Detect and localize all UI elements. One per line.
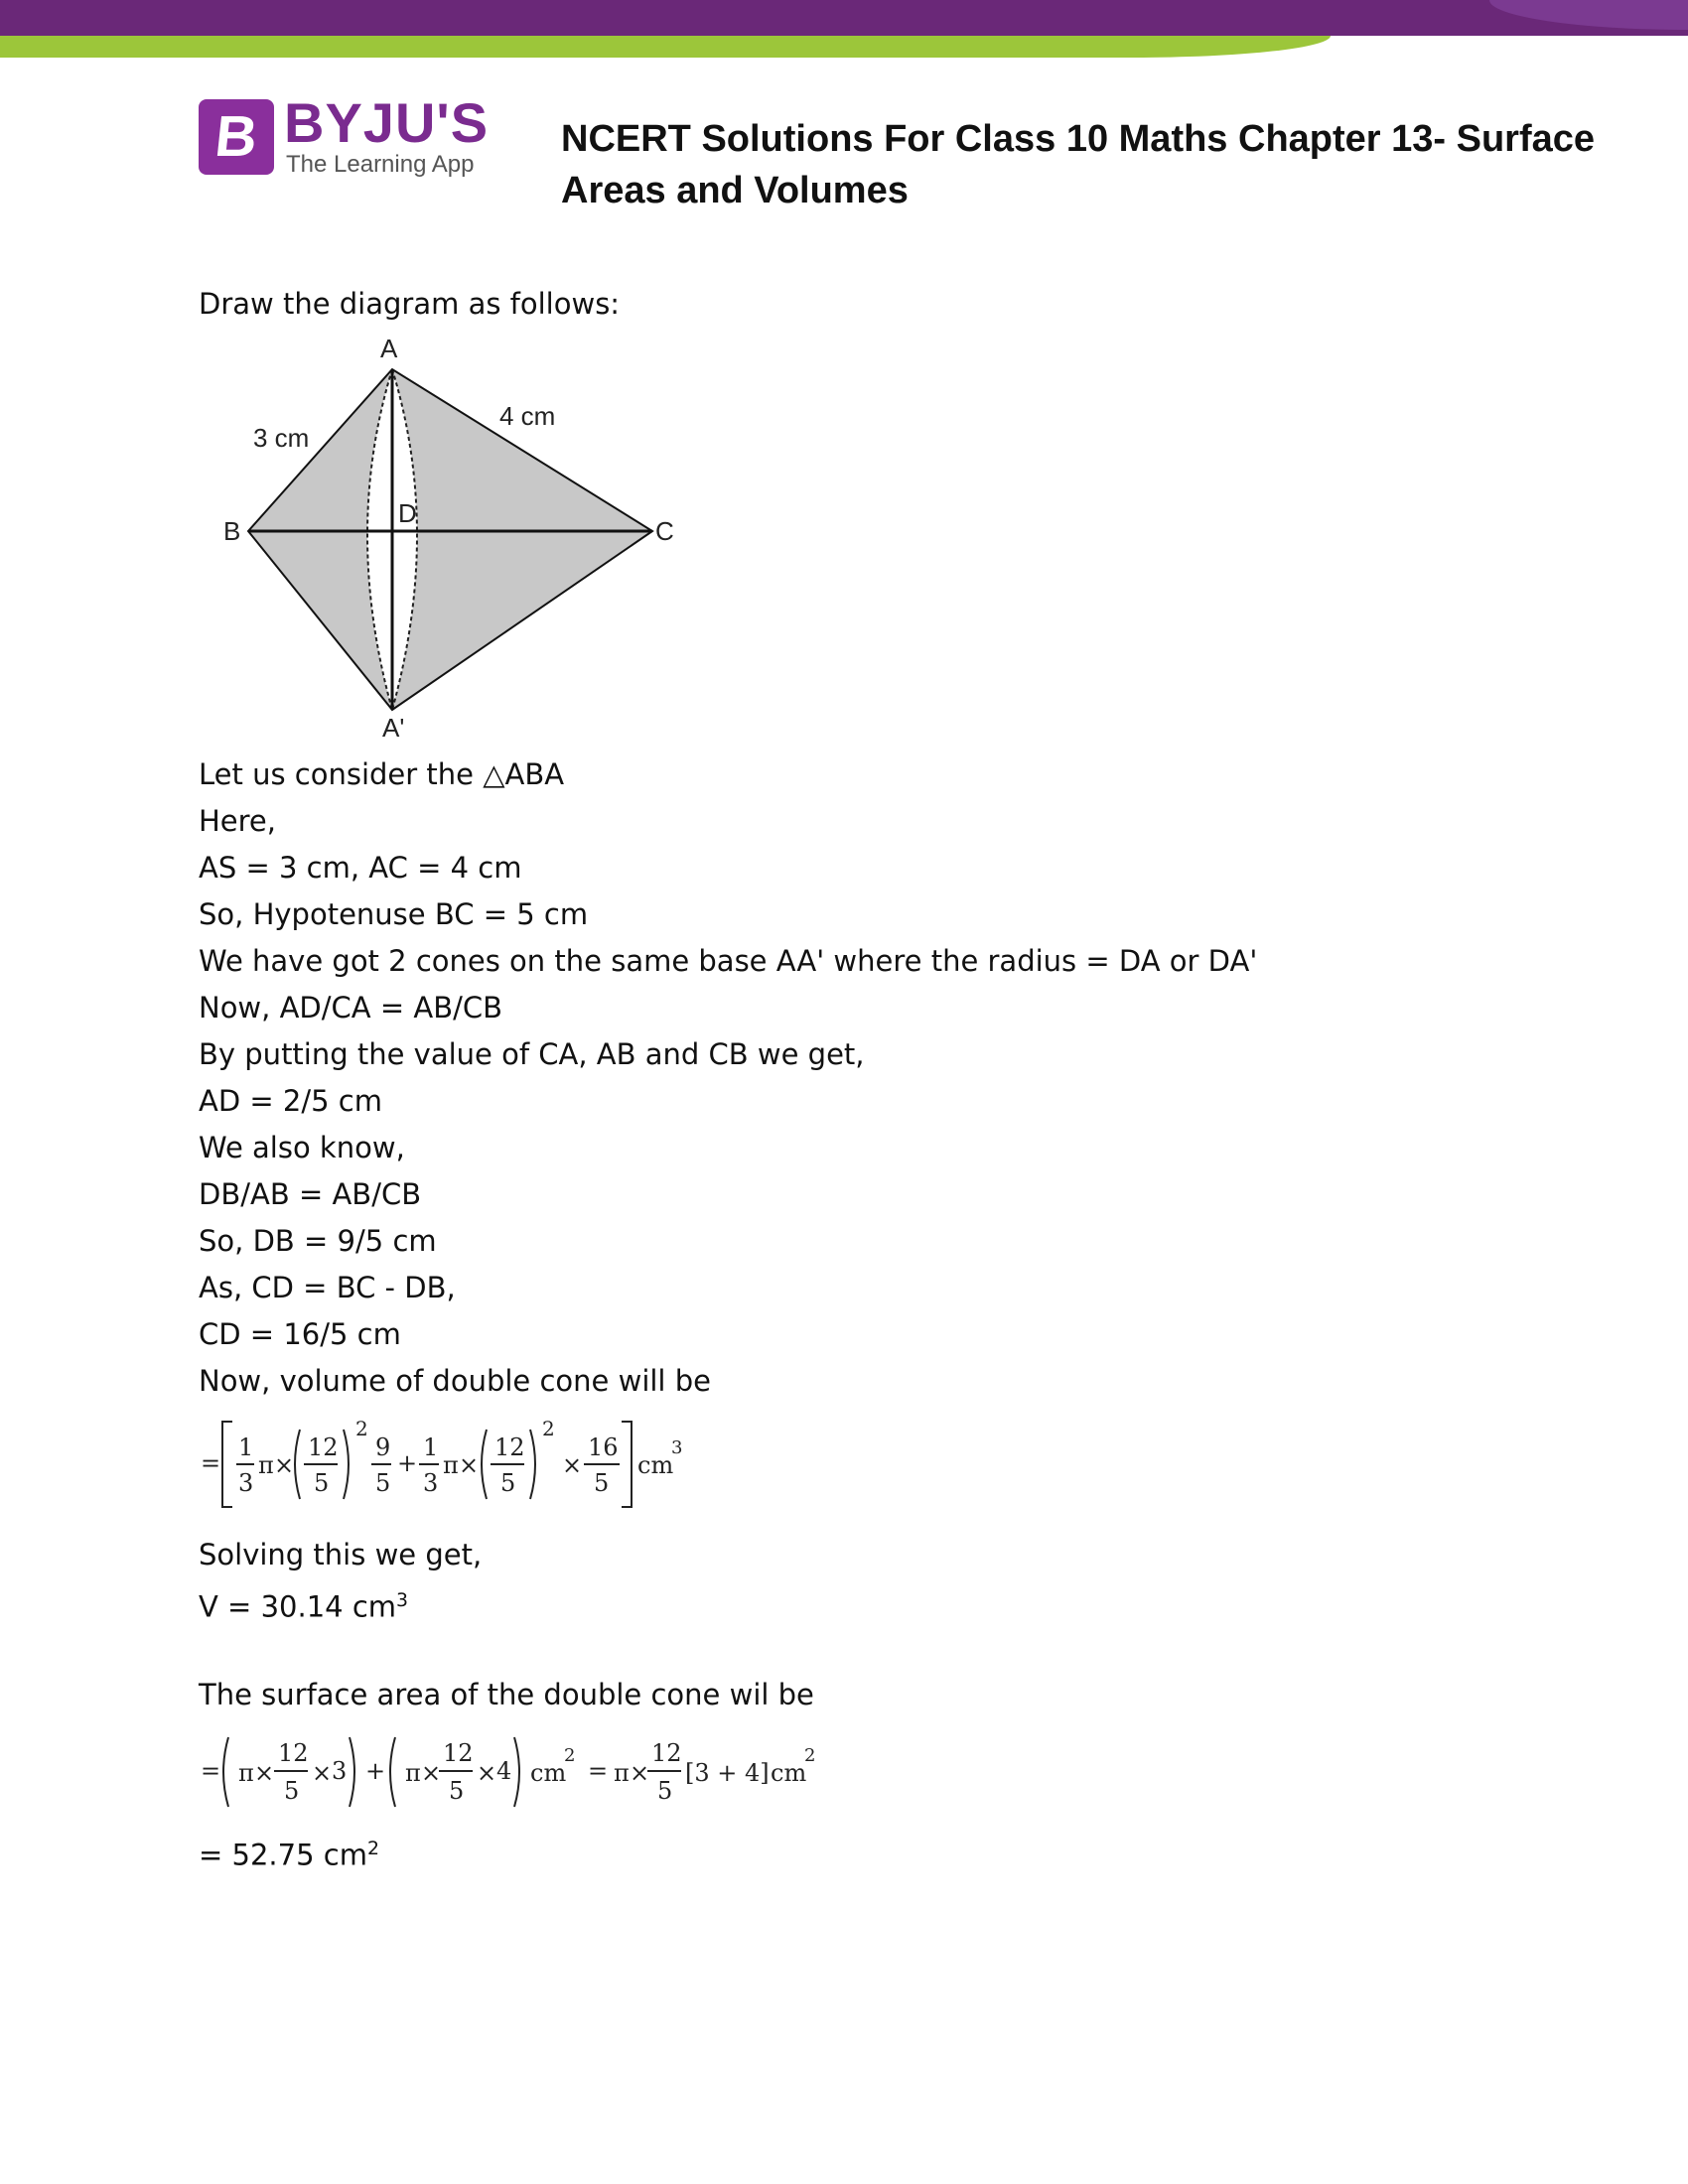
text-line: We also know, xyxy=(199,1131,405,1164)
frac-num: 12 xyxy=(308,1433,339,1461)
eq-sign: = xyxy=(588,1757,609,1785)
label-AC-length: 4 cm xyxy=(499,401,556,431)
frac-num: 16 xyxy=(588,1433,619,1461)
frac-num: 9 xyxy=(375,1433,391,1461)
text-line: As, CD = BC - DB, xyxy=(199,1271,456,1304)
text-line: DB/AB = AB/CB xyxy=(199,1177,422,1211)
frac-den: 5 xyxy=(284,1777,300,1805)
page-title: NCERT Solutions For Class 10 Maths Chapter 13- Surface Areas and Volumes xyxy=(561,118,1596,211)
frac-den: 5 xyxy=(375,1469,391,1497)
frac-num: 12 xyxy=(494,1433,525,1461)
frac-num: 12 xyxy=(278,1739,309,1767)
label-C: C xyxy=(655,516,674,546)
logo-wordmark: BYJU'S xyxy=(284,91,490,154)
volume-formula xyxy=(199,1410,715,1523)
text-line: Here, xyxy=(199,804,276,838)
volume-result-text: V = 30.14 cm xyxy=(199,1589,397,1624)
header-band-green xyxy=(0,36,1331,58)
solving-text: Solving this we get, xyxy=(199,1538,483,1571)
byjus-logo xyxy=(199,91,490,181)
plus-sign: + xyxy=(365,1757,386,1785)
pi-symbol: π xyxy=(258,1451,274,1479)
text-line: AD = 2/5 cm xyxy=(199,1084,382,1118)
surface-intro: The surface area of the double cone wil be xyxy=(199,1678,814,1711)
logo-tagline: The Learning App xyxy=(286,151,475,178)
times-symbol: × xyxy=(562,1451,583,1479)
frac-den: 5 xyxy=(314,1469,330,1497)
diagram-intro: Draw the diagram as follows: xyxy=(199,287,621,321)
text-line: So, DB = 9/5 cm xyxy=(199,1224,437,1258)
pi-symbol: π xyxy=(614,1759,630,1787)
value-3: 3 xyxy=(332,1757,348,1785)
header-band-purple xyxy=(0,0,1688,36)
text-line: Now, AD/CA = AB/CB xyxy=(199,991,503,1024)
eq-sign: = xyxy=(201,1757,221,1785)
frac-den: 5 xyxy=(449,1777,465,1805)
unit-exponent: 3 xyxy=(671,1437,683,1458)
unit-exponent: 2 xyxy=(564,1745,576,1766)
logo-mark xyxy=(199,99,274,175)
text-line: So, Hypotenuse BC = 5 cm xyxy=(199,897,589,931)
volume-result xyxy=(199,1583,408,1625)
surface-result xyxy=(199,1832,379,1873)
label-D: D xyxy=(398,498,417,528)
value-4: 4 xyxy=(496,1757,512,1785)
unit: cm xyxy=(637,1451,674,1479)
frac-den: 5 xyxy=(500,1469,516,1497)
label-A-prime: A' xyxy=(382,713,405,743)
pi-symbol: π xyxy=(443,1451,459,1479)
text-line: CD = 16/5 cm xyxy=(199,1317,401,1351)
times-symbol: × xyxy=(274,1451,295,1479)
unit-exponent: 2 xyxy=(804,1745,816,1766)
label-A: A xyxy=(380,334,398,363)
eq-sign: = xyxy=(201,1449,221,1477)
bracket-sum: [3 + 4] xyxy=(685,1759,770,1787)
times-symbol: × xyxy=(630,1759,650,1787)
unit: cm xyxy=(771,1759,807,1787)
exponent: 2 xyxy=(542,1417,555,1440)
text-line: By putting the value of CA, AB and CB we get, xyxy=(199,1037,865,1071)
pi-symbol: π xyxy=(238,1759,254,1787)
unit: cm xyxy=(530,1759,567,1787)
text-line: Let us consider the △ABA xyxy=(199,757,565,791)
frac-den: 3 xyxy=(423,1469,439,1497)
surface-result-exp: 2 xyxy=(366,1839,379,1859)
double-cone-diagram xyxy=(213,328,690,745)
times-symbol: × xyxy=(312,1759,333,1787)
text-line: AS = 3 cm, AC = 4 cm xyxy=(199,851,522,885)
plus-sign: + xyxy=(397,1449,418,1477)
shaded-region xyxy=(248,369,652,710)
frac-num: 1 xyxy=(423,1433,439,1461)
surface-formula xyxy=(199,1727,834,1821)
frac-num: 12 xyxy=(443,1739,474,1767)
frac-num: 12 xyxy=(651,1739,682,1767)
surface-result-text: = 52.75 cm xyxy=(199,1838,367,1872)
logo-letter: B xyxy=(211,104,261,169)
label-B: B xyxy=(223,516,241,546)
times-symbol: × xyxy=(254,1759,275,1787)
frac-den: 5 xyxy=(657,1777,673,1805)
text-line: We have got 2 cones on the same base AA' where the radius = DA or DA' xyxy=(199,944,1258,978)
volume-result-exp: 3 xyxy=(396,1590,409,1611)
times-symbol: × xyxy=(459,1451,480,1479)
times-symbol: × xyxy=(421,1759,442,1787)
frac-den: 5 xyxy=(594,1469,610,1497)
pi-symbol: π xyxy=(405,1759,421,1787)
exponent: 2 xyxy=(355,1417,368,1440)
times-symbol: × xyxy=(477,1759,497,1787)
frac-den: 3 xyxy=(238,1469,254,1497)
label-AB-length: 3 cm xyxy=(253,423,310,453)
text-line: Now, volume of double cone will be xyxy=(199,1364,711,1398)
frac-num: 1 xyxy=(238,1433,254,1461)
